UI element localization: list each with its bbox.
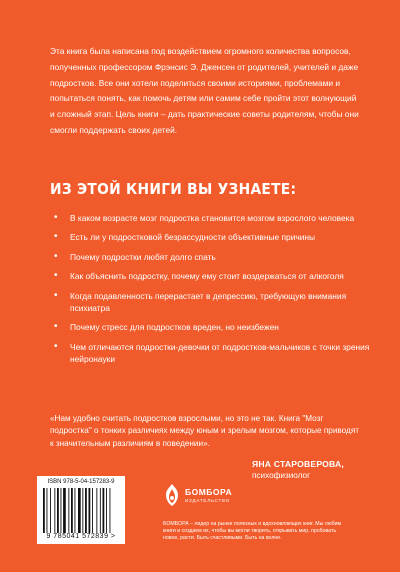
barcode-bar bbox=[43, 488, 45, 533]
list-item bbox=[50, 341, 370, 366]
list-item-text: Чем отличаются подростки-девочки от подростков-мальчиков с точки зрения нейронауки bbox=[70, 341, 370, 365]
barcode-bar bbox=[68, 488, 69, 533]
reviewer-quote: «Нам удобно считать подростков взрослыми, но это не так. Книга "Мозг подростка" о тонких различиях между юным и зрелым мозгом, которые приводят к значительным различиям в поведении». bbox=[50, 414, 360, 448]
author-role: психофизиолог bbox=[252, 471, 311, 480]
bullet-list bbox=[50, 212, 370, 373]
barcode-bar bbox=[100, 488, 101, 533]
author-name: ЯНА СТАРОВЕРОВА, bbox=[252, 459, 344, 469]
barcode-image bbox=[43, 488, 119, 533]
barcode-bar bbox=[75, 488, 76, 533]
publisher-description: БОМБОРА – лидер на рынке полезных и вдохновляющих книг. Мы любим книги и создаем их, чтобы вы могли творить, открывать мир, пробовать новое, расти. Быть счастливыми. Быть на волне. bbox=[163, 521, 342, 541]
bullet-dot-icon: • bbox=[54, 321, 58, 333]
isbn-number: ISBN 978-5-04-157283-9 bbox=[47, 479, 115, 485]
barcode-bar bbox=[96, 488, 97, 533]
barcode-bar bbox=[85, 488, 87, 533]
barcode-bar bbox=[92, 488, 93, 533]
barcode-bar bbox=[82, 488, 83, 533]
list-item-text: Как объяснить подростку, почему ему стоит воздержаться от алкоголя bbox=[70, 271, 344, 282]
list-item bbox=[50, 321, 370, 333]
barcode-bar bbox=[57, 488, 59, 533]
barcode-bar bbox=[71, 488, 73, 533]
list-item bbox=[50, 231, 370, 243]
publisher-name: БОМБОРА bbox=[185, 487, 233, 497]
list-item bbox=[50, 290, 370, 315]
barcode-digits: 9 785041 572839 > bbox=[46, 533, 116, 540]
quote-author bbox=[252, 458, 348, 482]
bullet-dot-icon: • bbox=[54, 250, 58, 262]
list-item bbox=[50, 270, 370, 282]
barcode-panel bbox=[37, 476, 125, 544]
bullet-dot-icon: • bbox=[54, 270, 58, 282]
list-item-text: Есть ли у подростковой безрассудности объективные причины bbox=[70, 232, 316, 243]
barcode-bar bbox=[47, 488, 48, 533]
bullet-dot-icon: • bbox=[54, 289, 58, 301]
barcode-bar bbox=[89, 488, 91, 533]
barcode-bar bbox=[78, 488, 81, 533]
list-item-text: В каком возрасте мозг подростка становится мозгом взрослого человека bbox=[70, 213, 355, 223]
list-item-text: Когда подавленность перерастает в депрессию, требующую внимания психиатра bbox=[70, 290, 347, 314]
barcode-bar bbox=[63, 488, 66, 533]
bullet-dot-icon: • bbox=[54, 212, 58, 223]
list-item bbox=[50, 212, 370, 224]
barcode-bar bbox=[54, 488, 55, 533]
list-item-text: Почему подростки любят долго спать bbox=[70, 251, 216, 262]
barcode-bar bbox=[106, 488, 107, 533]
section-heading: ИЗ ЭТОЙ КНИГИ ВЫ УЗНАЕТЕ: bbox=[50, 180, 297, 198]
bullet-dot-icon: • bbox=[54, 340, 58, 352]
intro-paragraph: Эта книга была написана под воздействием огромного количества вопросов, полученных профессором Фрэнсис Э. Дженсен от родителей, учителей и даже подростков. Все они хотели поделиться своими историями, проблемами и попытаться понять, как помочь детям или самим себе пройти этот волнующий и сложный этап. Цель книги – дать практические советы родителям, чтобы они смогли поддержать своих детей. bbox=[50, 46, 359, 135]
publisher-logo-icon bbox=[163, 484, 181, 506]
list-item bbox=[50, 251, 370, 263]
barcode-bar bbox=[103, 488, 105, 533]
barcode-bar bbox=[110, 488, 111, 533]
barcode-bar bbox=[61, 488, 62, 533]
bullet-dot-icon: • bbox=[54, 231, 58, 243]
barcode-bar bbox=[50, 488, 51, 533]
list-item-text: Почему стресс для подростков вреден, но неизбежен bbox=[70, 322, 279, 333]
publisher-subtitle: ИЗДАТЕЛЬСТВО bbox=[185, 498, 231, 503]
